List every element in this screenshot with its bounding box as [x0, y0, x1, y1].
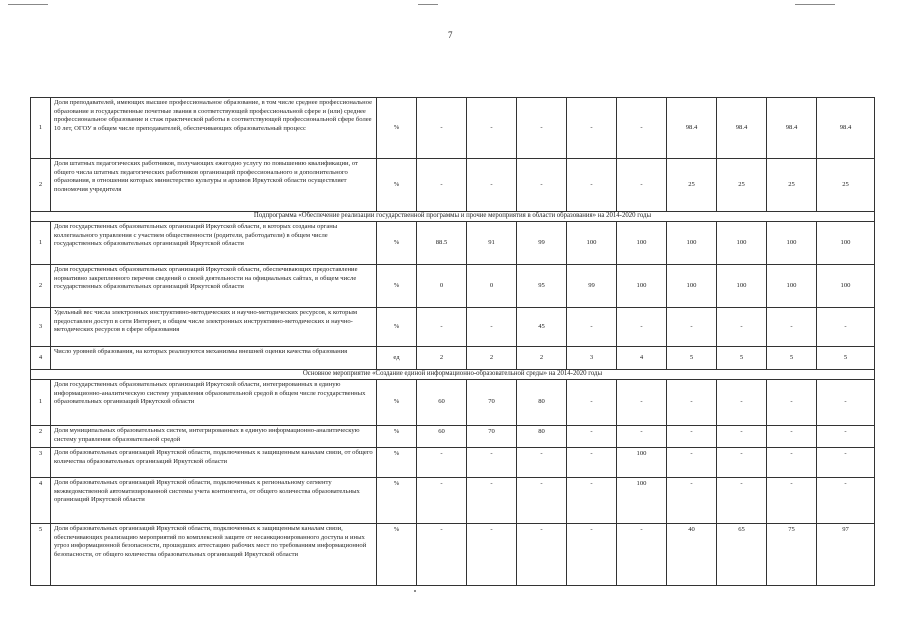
table-row [31, 221, 875, 264]
unit-cell: % [377, 98, 417, 159]
value-cell: 2 [467, 346, 517, 369]
value-cell: 80 [517, 379, 567, 425]
value-cell: - [467, 477, 517, 523]
section-heading: Основное мероприятие «Создание единой информационно-образовательной среды» на 2014-2020 годы [31, 369, 875, 379]
value-cell: - [667, 379, 717, 425]
value-cell: 100 [617, 264, 667, 307]
value-cell: 45 [517, 307, 567, 346]
value-cell: 25 [717, 159, 767, 212]
value-cell: 2 [417, 346, 467, 369]
indicators-table [30, 97, 875, 586]
row-number: 4 [31, 346, 51, 369]
value-cell: - [567, 523, 617, 585]
unit-cell: ед [377, 346, 417, 369]
value-cell: 25 [817, 159, 875, 212]
section-heading: Подпрограмма «Обеспечение реализации государственной программы и прочие мероприятия в области образования» на 2014-2020 годы [31, 212, 875, 222]
value-cell: - [617, 307, 667, 346]
table-row [31, 425, 875, 447]
value-cell: 98.4 [667, 98, 717, 159]
value-cell: 3 [567, 346, 617, 369]
value-cell: - [717, 379, 767, 425]
value-cell: 5 [817, 346, 875, 369]
value-cell: 100 [767, 264, 817, 307]
indicator-description: Доля муниципальных образовательных систем, интегрированных в единую информационно-аналитическую систему управления образовательной средой [51, 425, 377, 447]
value-cell: - [567, 159, 617, 212]
value-cell: - [517, 159, 567, 212]
value-cell: 95 [517, 264, 567, 307]
indicator-description: Доля государственных образовательных организаций Иркутской области, в которых созданы органы коллегиального управления с участием общественности (родители, работодатели) в общем числе государственных образовательных организаций Иркутской области [51, 221, 377, 264]
value-cell: - [417, 523, 467, 585]
row-number: 3 [31, 307, 51, 346]
table-row [31, 447, 875, 477]
value-cell: - [467, 447, 517, 477]
value-cell: - [567, 379, 617, 425]
value-cell: 25 [667, 159, 717, 212]
scan-artifact-left [8, 4, 48, 5]
value-cell: 65 [717, 523, 767, 585]
value-cell: - [517, 98, 567, 159]
value-cell: - [817, 425, 875, 447]
scan-speck [414, 590, 416, 592]
value-cell: 25 [767, 159, 817, 212]
table-row [31, 307, 875, 346]
value-cell: - [617, 425, 667, 447]
value-cell: - [617, 98, 667, 159]
value-cell: - [767, 447, 817, 477]
unit-cell: % [377, 264, 417, 307]
indicator-description: Доля образовательных организаций Иркутской области, подключенных к защищенным каналам связи, от общего количества образовательных организаций Иркутской области [51, 447, 377, 477]
value-cell: - [717, 425, 767, 447]
value-cell: 100 [617, 221, 667, 264]
unit-cell: % [377, 159, 417, 212]
unit-cell: % [377, 221, 417, 264]
scan-artifact-center [418, 4, 438, 5]
unit-cell: % [377, 425, 417, 447]
unit-cell: % [377, 447, 417, 477]
indicator-description: Доля образовательных организаций Иркутской области, подключенных к региональному сегменту межведомственной автоматизированной системы учета контингента, от общего количества образовательных организаций Иркутской области [51, 477, 377, 523]
unit-cell: % [377, 523, 417, 585]
value-cell: 5 [717, 346, 767, 369]
value-cell: - [617, 159, 667, 212]
value-cell: 4 [617, 346, 667, 369]
value-cell: 100 [667, 264, 717, 307]
indicator-description: Доля государственных образовательных организаций Иркутской области, интегрированных в единую информационно-аналитическую систему управления образовательной средой в общем числе государственных образовательных организаций Иркутской области [51, 379, 377, 425]
value-cell: 75 [767, 523, 817, 585]
page-number: 7 [448, 30, 453, 40]
value-cell: 5 [667, 346, 717, 369]
row-number: 3 [31, 447, 51, 477]
value-cell: - [667, 425, 717, 447]
value-cell: - [467, 98, 517, 159]
value-cell: - [667, 307, 717, 346]
unit-cell: % [377, 477, 417, 523]
value-cell: - [417, 477, 467, 523]
unit-cell: % [377, 307, 417, 346]
value-cell: - [417, 447, 467, 477]
value-cell: 100 [817, 221, 875, 264]
section-heading-row [31, 212, 875, 222]
value-cell: 100 [567, 221, 617, 264]
value-cell: - [717, 307, 767, 346]
value-cell: 2 [517, 346, 567, 369]
value-cell: 99 [567, 264, 617, 307]
value-cell: - [467, 159, 517, 212]
value-cell: - [467, 307, 517, 346]
value-cell: 98.4 [767, 98, 817, 159]
value-cell: - [817, 307, 875, 346]
row-number: 1 [31, 98, 51, 159]
row-number: 2 [31, 425, 51, 447]
value-cell: - [417, 307, 467, 346]
value-cell: - [617, 379, 667, 425]
value-cell: 60 [417, 425, 467, 447]
value-cell: 100 [717, 264, 767, 307]
value-cell: - [567, 98, 617, 159]
value-cell: - [567, 425, 617, 447]
value-cell: 70 [467, 425, 517, 447]
value-cell: 91 [467, 221, 517, 264]
table-row [31, 264, 875, 307]
scan-artifact-right [795, 4, 835, 5]
value-cell: - [817, 379, 875, 425]
table-row [31, 379, 875, 425]
value-cell: - [417, 159, 467, 212]
value-cell: 98.4 [717, 98, 767, 159]
value-cell: 80 [517, 425, 567, 447]
value-cell: 70 [467, 379, 517, 425]
value-cell: - [517, 477, 567, 523]
value-cell: - [517, 523, 567, 585]
value-cell: - [567, 477, 617, 523]
value-cell: - [767, 307, 817, 346]
indicator-description: Число уровней образования, на которых реализуются механизмы внешней оценки качества образования [51, 346, 377, 369]
indicator-description: Доля образовательных организаций Иркутской области, подключенных к защищенным каналам связи, обеспечивающих реализацию мероприятий по комплексной защите от несанкционированного доступа и иных угроз информационной безопасности, прошедших аттестацию рабочих мест по требованиям информационной безопасности, от общего количества образовательных организаций Иркутской области [51, 523, 377, 585]
value-cell: 100 [817, 264, 875, 307]
table-row [31, 159, 875, 212]
section-heading-row [31, 369, 875, 379]
row-number: 2 [31, 159, 51, 212]
value-cell: - [517, 447, 567, 477]
indicator-description: Доля штатных педагогических работников, получающих ежегодно услугу по повышению квалификации, от общего числа штатных педагогических работников организаций профессионального и дополнительного образования, в отношении которых министерство культуры и архивов Иркутской области осуществляет полномочия учредителя [51, 159, 377, 212]
value-cell: 99 [517, 221, 567, 264]
value-cell: - [667, 447, 717, 477]
table-row [31, 523, 875, 585]
value-cell: 100 [767, 221, 817, 264]
table-row [31, 98, 875, 159]
value-cell: 97 [817, 523, 875, 585]
value-cell: - [767, 425, 817, 447]
value-cell: - [617, 523, 667, 585]
row-number: 4 [31, 477, 51, 523]
value-cell: 0 [417, 264, 467, 307]
value-cell: 98.4 [817, 98, 875, 159]
value-cell: 100 [667, 221, 717, 264]
value-cell: 100 [617, 447, 667, 477]
value-cell: - [817, 447, 875, 477]
value-cell: 100 [717, 221, 767, 264]
value-cell: - [417, 98, 467, 159]
indicator-description: Доля преподавателей, имеющих высшее профессиональное образование, в том числе среднее профессиональное образование и государственные почетные звания в соответствующей профессиональной сфере и (или) среднее профессиональное образование и стаж практической работы в соответствующей профессиональной сфере более 10 лет, ОГОУ в общем числе преподавателей, обеспечивающих образовательный процесс [51, 98, 377, 159]
value-cell: - [717, 477, 767, 523]
indicator-description: Доля государственных образовательных организаций Иркутской области, обеспечивающих предоставление нормативно закрепленного перечня сведений о своей деятельности на официальных сайтах, в общем числе государственных образовательных организаций Иркутской области [51, 264, 377, 307]
row-number: 2 [31, 264, 51, 307]
value-cell: - [767, 379, 817, 425]
row-number: 1 [31, 221, 51, 264]
value-cell: 40 [667, 523, 717, 585]
table-row [31, 346, 875, 369]
value-cell: 88.5 [417, 221, 467, 264]
value-cell: - [717, 447, 767, 477]
row-number: 1 [31, 379, 51, 425]
value-cell: - [467, 523, 517, 585]
value-cell: 60 [417, 379, 467, 425]
value-cell: 0 [467, 264, 517, 307]
value-cell: - [567, 307, 617, 346]
row-number: 5 [31, 523, 51, 585]
value-cell: - [667, 477, 717, 523]
table-row [31, 477, 875, 523]
indicator-description: Удельный вес числа электронных инструктивно-методических и научно-методических ресурсов, к которым предоставлен доступ в сети Интернет, в общем числе электронных инструктивно-методических и научно-методических ресурсов в сфере образования [51, 307, 377, 346]
value-cell: 100 [617, 477, 667, 523]
value-cell: 5 [767, 346, 817, 369]
value-cell: - [767, 477, 817, 523]
unit-cell: % [377, 379, 417, 425]
value-cell: - [817, 477, 875, 523]
value-cell: - [567, 447, 617, 477]
